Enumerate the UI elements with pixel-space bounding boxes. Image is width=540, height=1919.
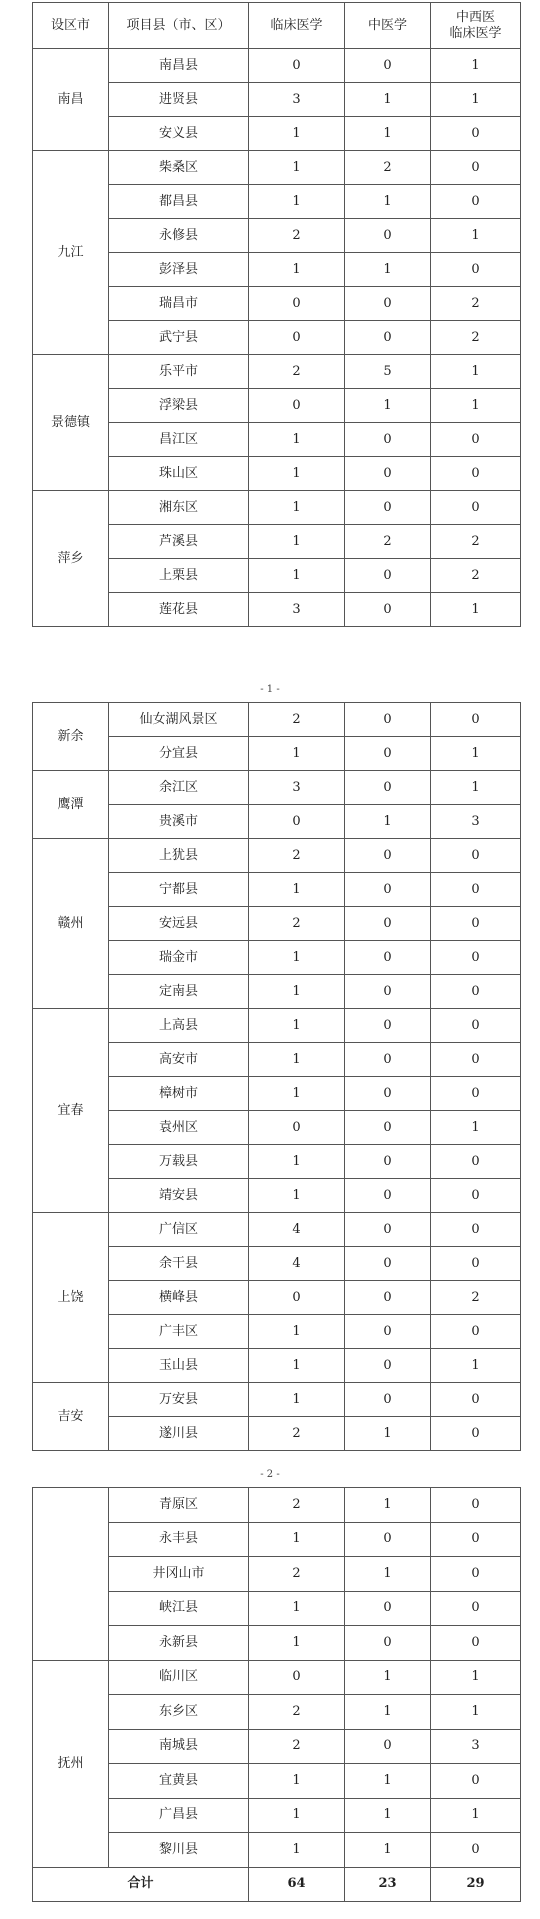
integrated-cell: 0: [431, 839, 521, 873]
table-header-row: [33, 3, 521, 49]
county-cell: 仙女湖风景区: [109, 703, 249, 737]
integrated-cell: 2: [431, 525, 521, 559]
county-cell: 昌江区: [109, 423, 249, 457]
county-cell: 遂川县: [109, 1417, 249, 1451]
city-cell: 新余: [33, 703, 109, 771]
county-cell: 永新县: [109, 1626, 249, 1661]
tcm-cell: 0: [345, 1009, 431, 1043]
clinical-cell: 1: [249, 873, 345, 907]
table-page-1: [32, 2, 520, 627]
integrated-cell: 1: [431, 219, 521, 253]
county-cell: 贵溪市: [109, 805, 249, 839]
header-county: 项目县（市、区）: [109, 3, 249, 49]
integrated-cell: 1: [431, 83, 521, 117]
clinical-cell: 1: [249, 1591, 345, 1626]
header-clinical: 临床医学: [249, 3, 345, 49]
tcm-cell: 0: [345, 941, 431, 975]
clinical-cell: 1: [249, 1077, 345, 1111]
tcm-cell: 1: [345, 1798, 431, 1833]
county-cell: 定南县: [109, 975, 249, 1009]
tcm-cell: 2: [345, 525, 431, 559]
tcm-cell: 0: [345, 1349, 431, 1383]
county-cell: 井冈山市: [109, 1557, 249, 1592]
clinical-cell: 1: [249, 1764, 345, 1799]
tcm-cell: 0: [345, 457, 431, 491]
clinical-cell: 3: [249, 771, 345, 805]
county-cell: 青原区: [109, 1488, 249, 1523]
tcm-cell: 1: [345, 1660, 431, 1695]
integrated-cell: 0: [431, 1009, 521, 1043]
tcm-cell: 5: [345, 355, 431, 389]
tcm-cell: 0: [345, 1522, 431, 1557]
table-row: [33, 151, 521, 185]
county-cell: 南城县: [109, 1729, 249, 1764]
clinical-cell: 0: [249, 49, 345, 83]
county-cell: 乐平市: [109, 355, 249, 389]
clinical-cell: 2: [249, 839, 345, 873]
table-row: [33, 703, 521, 737]
county-cell: 瑞金市: [109, 941, 249, 975]
county-cell: 都昌县: [109, 185, 249, 219]
tcm-cell: 0: [345, 1213, 431, 1247]
tcm-cell: 1: [345, 1488, 431, 1523]
county-cell: 彭泽县: [109, 253, 249, 287]
table-row: [33, 1213, 521, 1247]
clinical-cell: 1: [249, 1179, 345, 1213]
integrated-cell: 0: [431, 457, 521, 491]
county-cell: 广昌县: [109, 1798, 249, 1833]
total-tcm: 23: [345, 1867, 431, 1902]
clinical-cell: 3: [249, 593, 345, 627]
city-cell: 南昌: [33, 49, 109, 151]
tcm-cell: 0: [345, 1111, 431, 1145]
tcm-cell: 1: [345, 1557, 431, 1592]
county-cell: 分宜县: [109, 737, 249, 771]
tcm-cell: 0: [345, 975, 431, 1009]
county-cell: 上高县: [109, 1009, 249, 1043]
integrated-cell: 1: [431, 49, 521, 83]
integrated-cell: 0: [431, 703, 521, 737]
integrated-cell: 3: [431, 805, 521, 839]
total-row: [33, 1867, 521, 1902]
clinical-cell: 1: [249, 1043, 345, 1077]
clinical-cell: 1: [249, 1833, 345, 1868]
clinical-cell: 1: [249, 151, 345, 185]
clinical-cell: 0: [249, 805, 345, 839]
integrated-cell: 2: [431, 1281, 521, 1315]
table-row: [33, 491, 521, 525]
total-clinical: 64: [249, 1867, 345, 1902]
integrated-cell: 0: [431, 1522, 521, 1557]
integrated-cell: 0: [431, 873, 521, 907]
county-cell: 高安市: [109, 1043, 249, 1077]
clinical-cell: 1: [249, 975, 345, 1009]
city-cell: 抚州: [33, 1660, 109, 1867]
clinical-cell: 1: [249, 185, 345, 219]
city-cell: 景德镇: [33, 355, 109, 491]
integrated-cell: 0: [431, 1764, 521, 1799]
table-row: [33, 49, 521, 83]
county-cell: 余江区: [109, 771, 249, 805]
integrated-cell: 1: [431, 1695, 521, 1730]
integrated-cell: 0: [431, 1213, 521, 1247]
integrated-cell: 2: [431, 321, 521, 355]
county-cell: 珠山区: [109, 457, 249, 491]
tcm-cell: 0: [345, 219, 431, 253]
county-cell: 芦溪县: [109, 525, 249, 559]
tcm-cell: 0: [345, 1729, 431, 1764]
county-cell: 樟树市: [109, 1077, 249, 1111]
tcm-cell: 1: [345, 1417, 431, 1451]
tcm-cell: 0: [345, 1043, 431, 1077]
clinical-cell: 0: [249, 287, 345, 321]
clinical-cell: 1: [249, 1798, 345, 1833]
integrated-cell: 0: [431, 1417, 521, 1451]
tcm-cell: 0: [345, 321, 431, 355]
integrated-cell: 3: [431, 1729, 521, 1764]
integrated-cell: 0: [431, 941, 521, 975]
tcm-cell: 0: [345, 1315, 431, 1349]
county-cell: 柴桑区: [109, 151, 249, 185]
county-cell: 浮梁县: [109, 389, 249, 423]
integrated-cell: 1: [431, 771, 521, 805]
integrated-cell: 1: [431, 1349, 521, 1383]
integrated-cell: 1: [431, 737, 521, 771]
clinical-cell: 2: [249, 1417, 345, 1451]
clinical-cell: 1: [249, 737, 345, 771]
integrated-cell: 0: [431, 907, 521, 941]
integrated-cell: 1: [431, 1798, 521, 1833]
table-row: [33, 771, 521, 805]
total-label: 合计: [33, 1867, 249, 1902]
integrated-cell: 0: [431, 151, 521, 185]
county-cell: 永丰县: [109, 1522, 249, 1557]
clinical-cell: 1: [249, 1145, 345, 1179]
tcm-cell: 0: [345, 491, 431, 525]
tcm-cell: 0: [345, 873, 431, 907]
clinical-cell: 2: [249, 355, 345, 389]
table-row: [33, 839, 521, 873]
county-cell: 宜黄县: [109, 1764, 249, 1799]
tcm-cell: 0: [345, 559, 431, 593]
header-integrated: 中西医 临床医学: [431, 3, 521, 49]
table-row: [33, 1660, 521, 1695]
county-cell: 万载县: [109, 1145, 249, 1179]
tcm-cell: 0: [345, 737, 431, 771]
county-cell: 上犹县: [109, 839, 249, 873]
county-cell: 南昌县: [109, 49, 249, 83]
table-page-3: [32, 1487, 520, 1902]
integrated-cell: 0: [431, 423, 521, 457]
page-number: - 2 -: [260, 1469, 280, 1480]
clinical-cell: 1: [249, 117, 345, 151]
clinical-cell: 0: [249, 1111, 345, 1145]
tcm-cell: 0: [345, 287, 431, 321]
county-cell: 峡江县: [109, 1591, 249, 1626]
county-cell: 湘东区: [109, 491, 249, 525]
tcm-cell: 0: [345, 49, 431, 83]
clinical-cell: 1: [249, 559, 345, 593]
integrated-cell: 0: [431, 1179, 521, 1213]
county-cell: 袁州区: [109, 1111, 249, 1145]
clinical-cell: 1: [249, 941, 345, 975]
clinical-cell: 1: [249, 1383, 345, 1417]
integrated-cell: 0: [431, 1315, 521, 1349]
clinical-cell: 1: [249, 491, 345, 525]
total-integrated: 29: [431, 1867, 521, 1902]
page-number: - 1 -: [260, 684, 280, 695]
tcm-cell: 0: [345, 1077, 431, 1111]
tcm-cell: 1: [345, 1833, 431, 1868]
integrated-cell: 2: [431, 287, 521, 321]
integrated-cell: 0: [431, 1383, 521, 1417]
integrated-cell: 0: [431, 1591, 521, 1626]
integrated-cell: 0: [431, 491, 521, 525]
city-cell: 九江: [33, 151, 109, 355]
clinical-cell: 0: [249, 321, 345, 355]
clinical-cell: 1: [249, 525, 345, 559]
integrated-cell: 0: [431, 1077, 521, 1111]
tcm-cell: 1: [345, 1764, 431, 1799]
table-row: [33, 1383, 521, 1417]
integrated-cell: 0: [431, 185, 521, 219]
table-row: [33, 1488, 521, 1523]
city-cell: 鹰潭: [33, 771, 109, 839]
integrated-cell: 1: [431, 1660, 521, 1695]
city-cell: 吉安: [33, 1383, 109, 1451]
tcm-cell: 1: [345, 805, 431, 839]
tcm-cell: 0: [345, 907, 431, 941]
county-cell: 进贤县: [109, 83, 249, 117]
county-cell: 万安县: [109, 1383, 249, 1417]
clinical-cell: 1: [249, 1349, 345, 1383]
county-cell: 广丰区: [109, 1315, 249, 1349]
integrated-cell: 0: [431, 1557, 521, 1592]
quota-table-2: [32, 702, 521, 1451]
tcm-cell: 1: [345, 389, 431, 423]
county-cell: 黎川县: [109, 1833, 249, 1868]
county-cell: 上栗县: [109, 559, 249, 593]
integrated-cell: 0: [431, 1043, 521, 1077]
tcm-cell: 0: [345, 1591, 431, 1626]
county-cell: 瑞昌市: [109, 287, 249, 321]
county-cell: 永修县: [109, 219, 249, 253]
county-cell: 余干县: [109, 1247, 249, 1281]
county-cell: 临川区: [109, 1660, 249, 1695]
integrated-cell: 1: [431, 593, 521, 627]
header-city: 设区市: [33, 3, 109, 49]
clinical-cell: 1: [249, 1522, 345, 1557]
quota-table-3: [32, 1487, 521, 1902]
county-cell: 安远县: [109, 907, 249, 941]
clinical-cell: 2: [249, 703, 345, 737]
clinical-cell: 0: [249, 1281, 345, 1315]
tcm-cell: 2: [345, 151, 431, 185]
clinical-cell: 1: [249, 457, 345, 491]
integrated-cell: 1: [431, 1111, 521, 1145]
tcm-cell: 0: [345, 1383, 431, 1417]
tcm-cell: 1: [345, 83, 431, 117]
clinical-cell: 0: [249, 1660, 345, 1695]
county-cell: 宁都县: [109, 873, 249, 907]
integrated-cell: 0: [431, 1145, 521, 1179]
integrated-cell: 0: [431, 253, 521, 287]
county-cell: 横峰县: [109, 1281, 249, 1315]
integrated-cell: 0: [431, 1488, 521, 1523]
quota-table-1: [32, 2, 521, 627]
county-cell: 玉山县: [109, 1349, 249, 1383]
county-cell: 武宁县: [109, 321, 249, 355]
clinical-cell: 2: [249, 907, 345, 941]
integrated-cell: 0: [431, 1626, 521, 1661]
header-tcm: 中医学: [345, 3, 431, 49]
city-cell: 赣州: [33, 839, 109, 1009]
tcm-cell: 0: [345, 1281, 431, 1315]
tcm-cell: 1: [345, 1695, 431, 1730]
clinical-cell: 3: [249, 83, 345, 117]
county-cell: 安义县: [109, 117, 249, 151]
clinical-cell: 4: [249, 1213, 345, 1247]
tcm-cell: 1: [345, 185, 431, 219]
tcm-cell: 0: [345, 1145, 431, 1179]
table-page-2: [32, 702, 520, 1451]
clinical-cell: 2: [249, 219, 345, 253]
tcm-cell: 1: [345, 253, 431, 287]
table-row: [33, 355, 521, 389]
city-cell: 上饶: [33, 1213, 109, 1383]
table-row: [33, 1009, 521, 1043]
clinical-cell: 0: [249, 389, 345, 423]
tcm-cell: 0: [345, 703, 431, 737]
city-cell: [33, 1488, 109, 1661]
clinical-cell: 2: [249, 1695, 345, 1730]
clinical-cell: 1: [249, 1315, 345, 1349]
tcm-cell: 0: [345, 839, 431, 873]
tcm-cell: 0: [345, 1247, 431, 1281]
clinical-cell: 4: [249, 1247, 345, 1281]
clinical-cell: 1: [249, 1009, 345, 1043]
integrated-cell: 0: [431, 1247, 521, 1281]
integrated-cell: 1: [431, 355, 521, 389]
tcm-cell: 0: [345, 1626, 431, 1661]
integrated-cell: 0: [431, 975, 521, 1009]
clinical-cell: 2: [249, 1729, 345, 1764]
integrated-cell: 0: [431, 117, 521, 151]
tcm-cell: 1: [345, 117, 431, 151]
tcm-cell: 0: [345, 423, 431, 457]
county-cell: 广信区: [109, 1213, 249, 1247]
county-cell: 靖安县: [109, 1179, 249, 1213]
clinical-cell: 1: [249, 253, 345, 287]
city-cell: 宜春: [33, 1009, 109, 1213]
county-cell: 莲花县: [109, 593, 249, 627]
county-cell: 东乡区: [109, 1695, 249, 1730]
integrated-cell: 1: [431, 389, 521, 423]
tcm-cell: 0: [345, 1179, 431, 1213]
clinical-cell: 2: [249, 1557, 345, 1592]
clinical-cell: 1: [249, 1626, 345, 1661]
clinical-cell: 1: [249, 423, 345, 457]
city-cell: 萍乡: [33, 491, 109, 627]
tcm-cell: 0: [345, 593, 431, 627]
clinical-cell: 2: [249, 1488, 345, 1523]
tcm-cell: 0: [345, 771, 431, 805]
integrated-cell: 2: [431, 559, 521, 593]
integrated-cell: 0: [431, 1833, 521, 1868]
